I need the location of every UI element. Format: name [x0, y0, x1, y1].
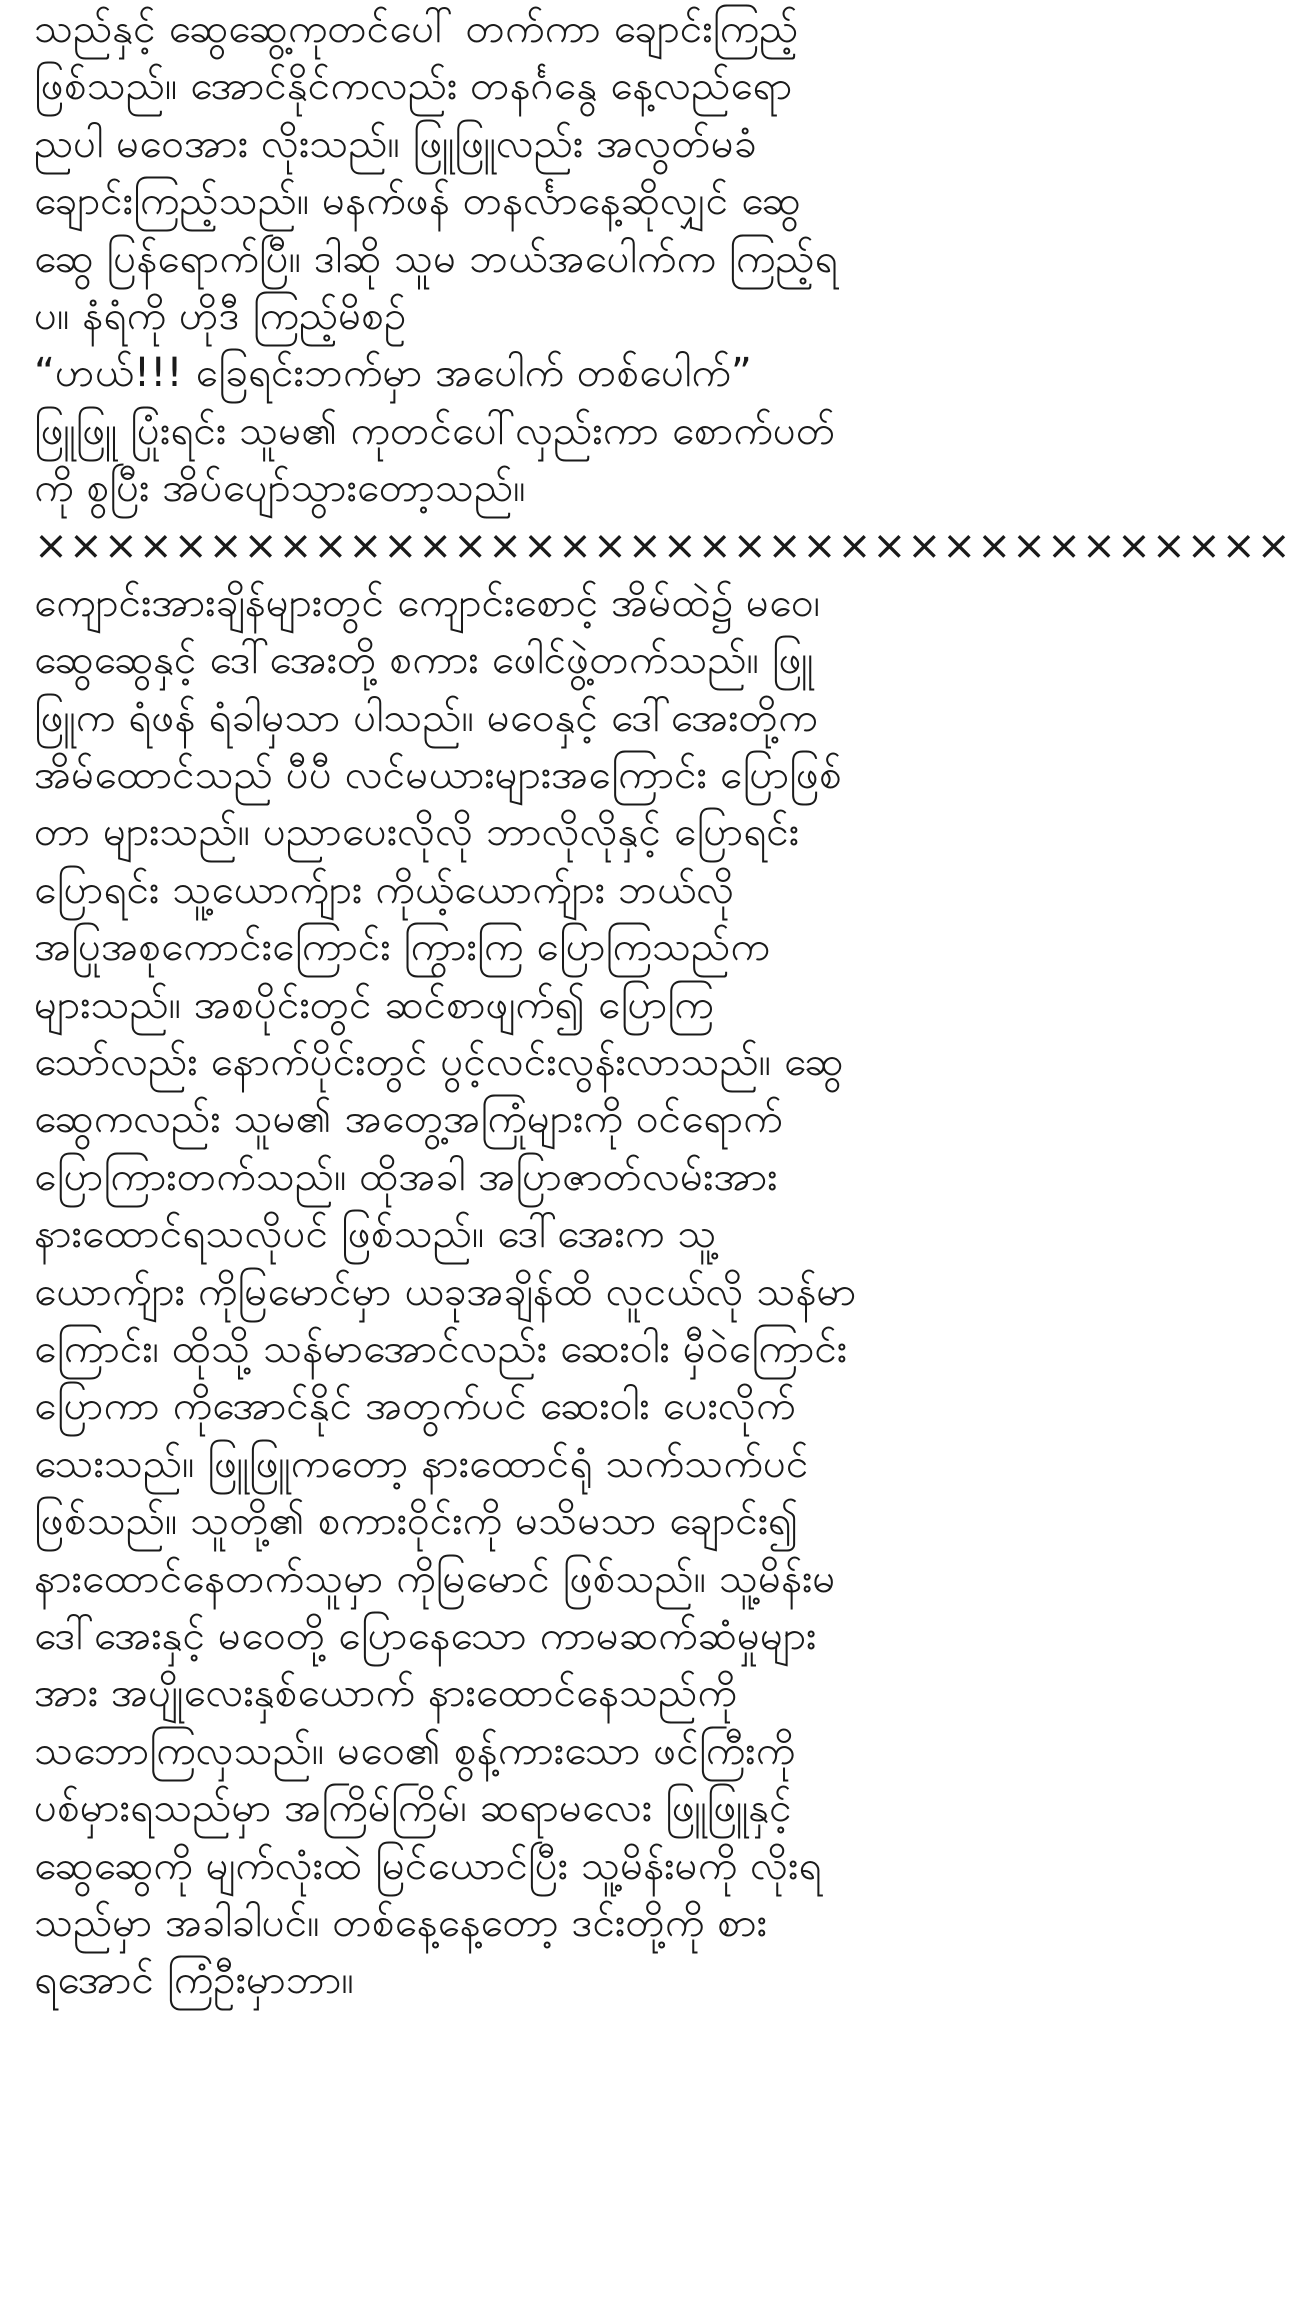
text-line: ချောင်းကြည့်သည်။ မနက်ဖန် တနင်္လာနေ့ဆိုလျှင် ဆွေ [34, 176, 801, 225]
text-line: ကို စွပြီး အိပ်ပျော်သွားတော့သည်။ [34, 463, 526, 512]
text-line: ပြောကာ ကိုအောင်နိုင် အတွက်ပင် ဆေးဝါး ပေးလိုက် [34, 1381, 796, 1430]
text-line: သည်မှာ အခါခါပင်။ တစ်နေ့နေ့တော့ ဒင်းတို့ကို စား [34, 1897, 767, 1946]
text-line: ဖြူက ရံဖန် ရံခါမှသာ ပါသည်။ မဝေနှင့် ဒေါ်အေးတို့က [34, 692, 818, 741]
text-line: ဖြစ်သည်။ သူတို့၏ စကားဝိုင်းကို မသိမသာ ချောင်း၍ [34, 1496, 799, 1545]
text-line: ဆွေကလည်း သူမ၏ အတွေ့အကြုံများကို ဝင်ရောက် [34, 1094, 783, 1143]
text-line: ကြောင်း၊ ထိုသို့ သန်မာအောင်လည်း ဆေးဝါး မှီဝဲကြောင်း [34, 1323, 848, 1372]
text-line: တာ များသည်။ ပညာပေးလိုလို ဘာလိုလိုနှင့် ပြောရင်း [34, 807, 800, 856]
text-line: ပ။ နံရံကို ဟိုဒီ ကြည့်မိစဉ် [34, 290, 407, 339]
text-line: များသည်။ အစပိုင်းတွင် ဆင်စာဖျက်၍ ပြောကြ [34, 979, 714, 1028]
text-line: ကျောင်းအားချိန်များတွင် ကျောင်းစောင့် အိမ်ထဲ၌ မဝေ၊ [34, 577, 821, 626]
text-line: ပစ်မှားရသည်မှာ အကြိမ်ကြိမ်၊ ဆရာမလေး ဖြူဖြူနှင့် [34, 1783, 792, 1832]
text-line: ညပါ မဝေအား လိုးသည်။ ဖြူဖြူလည်း အလွတ်မခံ [34, 118, 757, 167]
text-line: ပြောရင်း သူ့ယောက်ျား ကိုယ့်ယောက်ျား ဘယ်လို [34, 864, 735, 913]
text-line: သဘောကြလှသည်။ မဝေ၏ စွန့်ကားသော ဖင်ကြီးကို [34, 1725, 796, 1774]
text-line: ဒေါ်အေးနှင့် မဝေတို့ ပြောနေသော ကာမဆက်ဆံမှုများ [34, 1610, 817, 1659]
text-line: သည်နှင့် ဆွေဆွေ့ကုတင်ပေါ် တက်ကာ ချောင်းကြည့် [34, 4, 799, 52]
text-line: သော်လည်း နောက်ပိုင်းတွင် ပွင့်လင်းလွန်းလာသည်။ ဆွေ [34, 1037, 844, 1086]
text-line: အား အပျိုလေးနှစ်ယောက် နားထောင်နေသည်ကို [34, 1668, 737, 1717]
text-line: ဆွေ ပြန်ရောက်ပြီ။ ဒါဆို သူမ ဘယ်အပေါက်က ကြည့်ရ [34, 233, 838, 282]
text-line: ဖြစ်သည်။ အောင်နိုင်ကလည်း တနင်္ဂနွေ နေ့လည်ရော [34, 61, 793, 110]
text-line: နားထောင်နေတက်သူမှာ ကိုမြမောင် ဖြစ်သည်။ သူ့မိန်းမ [34, 1553, 836, 1602]
text-line: အိမ်ထောင်သည် ပီပီ လင်မယားများအကြောင်း ပြောဖြစ် [34, 750, 842, 799]
text-line: နားထောင်ရသလိုပင် ဖြစ်သည်။ ဒေါ်အေးက သူ့ [34, 1209, 717, 1258]
text-line: ယောက်ျား ကိုမြမောင်မှာ ယခုအချိန်ထိ လူငယ်လို သန်မာ [34, 1266, 857, 1315]
text-line: ရအောင် ကြံဦးမှာဘာ။ [34, 1955, 354, 2004]
text-line: သေးသည်။ ဖြူဖြူကတော့ နားထောင်ရုံ သက်သက်ပင် [34, 1438, 809, 1487]
text-line: ဖြူဖြူ ပြုံးရင်း သူမ၏ ကုတင်ပေါ်လှည်းကာ စောက်ပတ် [34, 405, 836, 454]
text-line: ဆွေဆွေကို မျက်လုံးထဲ မြင်ယောင်ပြီး သူ့မိန်းမကို လိုးရ [34, 1840, 822, 1889]
text-line: ပြောကြားတက်သည်။ ထိုအခါ အပြာဇာတ်လမ်းအား [34, 1151, 778, 1200]
section-separator: ×××××××××××××××××××××××××××××××××××× [34, 520, 1292, 569]
text-line: အပြုအစုကောင်းကြောင်း ကြွားကြ ပြောကြသည်က [34, 922, 770, 971]
text-line: “ဟယ်!!! ခြေရင်းဘက်မှာ အပေါက် တစ်ပေါက်” [34, 348, 752, 397]
text-line: ဆွေဆွေနှင့် ဒေါ်အေးတို့ စကား ဖေါင်ဖွဲ့တက်သည်။ ဖြူ [34, 635, 814, 684]
